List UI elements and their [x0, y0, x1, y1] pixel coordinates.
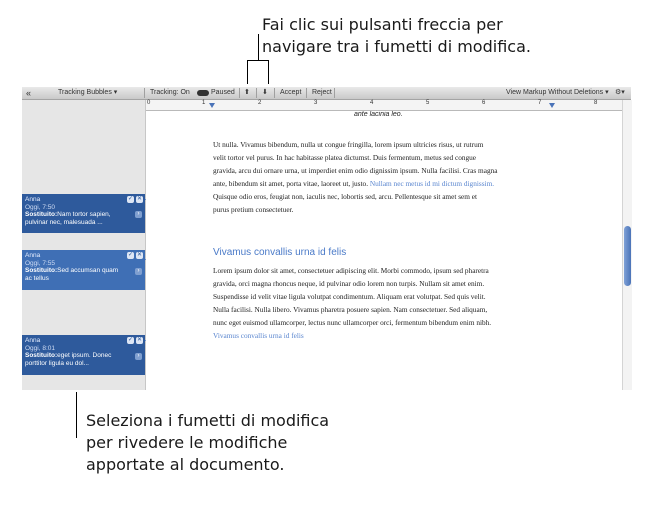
right-indent-marker[interactable] [549, 103, 555, 108]
toolbar-divider [306, 88, 307, 98]
callout-bottom-line-2: per rivedere le modifiche [86, 433, 288, 452]
view-markup-menu[interactable]: View Markup Without Deletions ▾ [506, 89, 609, 96]
paused-label: Paused [211, 89, 235, 96]
bubble-text-line-2: porttitor ligula eu dol... [25, 359, 89, 367]
bubble-text-line-2: pulvinar nec, malesuada ... [25, 218, 103, 226]
text-line: purus pretium consectetuer. [213, 205, 294, 214]
text-segment: ante, bibendum sit amet, porta vitae, laoreet ut, justo. [213, 179, 370, 188]
toolbar-divider [256, 88, 257, 98]
tracking-bubbles-sidebar [22, 100, 146, 390]
bubble-date: Oggi, 7:55 [25, 259, 55, 267]
callout-top-line-1: Fai clic sui pulsanti freccia per [262, 15, 503, 34]
text-line: Ut nulla. Vivamus bibendum, nulla ut congue fringilla, lorem ipsum ultricies risus, ut rutrum [213, 140, 484, 149]
text-line: gravida, orci magna rhoncus neque, id pulvinar odio lorem non turpis. Nullam sit amet enim. [213, 279, 485, 288]
accept-button[interactable]: Accept [280, 89, 302, 96]
bubble-controls [127, 252, 143, 259]
ruler-number: 6 [482, 100, 486, 106]
bubble-controls [127, 196, 143, 203]
gear-icon[interactable]: ⚙▾ [615, 89, 625, 96]
text-line: nunc eget euismod ullamcorper, lectus nunc ullamcorper orci, fermentum bibendum enim nibh. [213, 318, 492, 327]
next-change-arrow-button[interactable]: ⬇ [262, 89, 268, 96]
accept-change-button[interactable]: ✓ [127, 196, 134, 202]
text-line: Suspendisse id velit vitae ligula volutpat condimentum. Aliquam erat volutpat. Sed quis velit. [213, 292, 486, 301]
tracking-bubbles-menu[interactable]: Tracking Bubbles ▾ [58, 89, 118, 96]
text-line: Lorem ipsum dolor sit amet, consectetuer adipiscing elit. Morbi commodo, ipsum sed pharetra [213, 266, 489, 275]
ruler-number: 4 [370, 100, 374, 106]
document-heading[interactable]: Vivamus convallis urna id felis [213, 247, 347, 258]
inserted-text[interactable]: Nullam nec metus id mi dictum dignissim. [369, 179, 495, 188]
bubble-arrow-icon[interactable]: › [135, 268, 142, 275]
text-line: Nulla facilisi. Nulla libero. Vivamus pharetra posuere sapien. Nam consectetuer. Sed aliquam, [213, 305, 488, 314]
tracking-on-label: Tracking: On [150, 89, 190, 96]
ruler-number: 8 [594, 100, 598, 106]
callout-navigation-arrows [262, 14, 562, 58]
ruler-number: 0 [147, 100, 151, 106]
inserted-text[interactable]: Vivamus convallis urna id felis [213, 331, 304, 340]
bubble-date: Oggi, 7:50 [25, 203, 55, 211]
previous-change-arrow-button[interactable]: ⬆ [244, 89, 250, 96]
accept-change-button[interactable]: ✓ [127, 252, 134, 258]
bubble-text: eget ipsum. Donec [57, 352, 112, 359]
toolbar-divider [334, 88, 335, 98]
bubble-text: Sed accumsan quam [57, 267, 119, 274]
ruler-number: 1 [202, 100, 206, 106]
ruler [145, 100, 631, 111]
accept-change-button[interactable]: ✓ [127, 337, 134, 343]
callout-top-leader-horizontal [247, 60, 269, 61]
tracking-toggle-switch[interactable] [197, 90, 209, 96]
ruler-number: 2 [258, 100, 262, 106]
bubble-change-type: Sostituito: [25, 267, 58, 274]
bubble-text: Nam tortor sapien, [57, 211, 111, 218]
scrollbar-thumb[interactable] [624, 226, 631, 286]
change-bubble[interactable] [22, 194, 145, 233]
bubble-author: Anna [25, 196, 41, 203]
callout-bottom-leader [76, 392, 77, 438]
ruler-number: 7 [538, 100, 542, 106]
callout-top-line-2: navigare tra i fumetti di modifica. [262, 37, 531, 56]
text-line: velit tortor vel purus. In hac habitasse platea dictumst. Duis fermentum, metus sed congue [213, 153, 477, 162]
bubble-author: Anna [25, 337, 41, 344]
reject-change-button[interactable]: ✕ [136, 196, 143, 202]
change-bubble[interactable] [22, 335, 145, 375]
left-indent-marker[interactable] [209, 103, 215, 108]
reject-button[interactable]: Reject [312, 89, 332, 96]
reject-change-button[interactable]: ✕ [136, 252, 143, 258]
callout-top-leader-left [247, 60, 248, 84]
document-paragraph-2 [213, 264, 553, 342]
text-line: Quisque odio eros, feugiat non, iaculis nec, lobortis sed, arcu. Pellentesque sit amet sem et [213, 192, 478, 201]
bubble-text-line-2: ac tellus [25, 274, 49, 282]
tracking-toolbar [22, 87, 631, 100]
reject-change-button[interactable]: ✕ [136, 337, 143, 343]
toolbar-divider [239, 88, 240, 98]
callout-select-bubbles [86, 410, 416, 476]
collapse-sidebar-button[interactable]: « [26, 88, 32, 98]
ruler-number: 3 [314, 100, 318, 106]
callout-bottom-line-1: Seleziona i fumetti di modifica [86, 411, 330, 430]
text-line: gravida, arcu dui ornare urna, ut imperdiet enim odio dignissim ipsum. Nulla facilisi. Cras magna [213, 166, 498, 175]
toolbar-divider [274, 88, 275, 98]
document-page[interactable] [146, 111, 622, 390]
callout-top-leader-vertical [258, 34, 259, 60]
bubble-author: Anna [25, 252, 41, 259]
bubble-change-type: Sostituito: [25, 211, 58, 218]
document-paragraph-1 [213, 138, 553, 216]
callout-bottom-line-3: apportate al documento. [86, 455, 285, 474]
bubble-arrow-icon[interactable]: › [135, 211, 142, 218]
bubble-controls [127, 337, 143, 344]
bubble-change-type: Sostituito: [25, 352, 58, 359]
callout-top-leader-right [268, 60, 269, 84]
text-line [213, 177, 553, 190]
vertical-scrollbar[interactable] [622, 100, 632, 390]
toolbar-divider [144, 88, 145, 98]
change-bubble-selected[interactable] [22, 250, 145, 290]
document-fragment: ante lacinia leo. [354, 111, 403, 118]
bubble-arrow-icon[interactable]: › [135, 353, 142, 360]
bubble-date: Oggi, 8:01 [25, 344, 55, 352]
ruler-number: 5 [426, 100, 430, 106]
